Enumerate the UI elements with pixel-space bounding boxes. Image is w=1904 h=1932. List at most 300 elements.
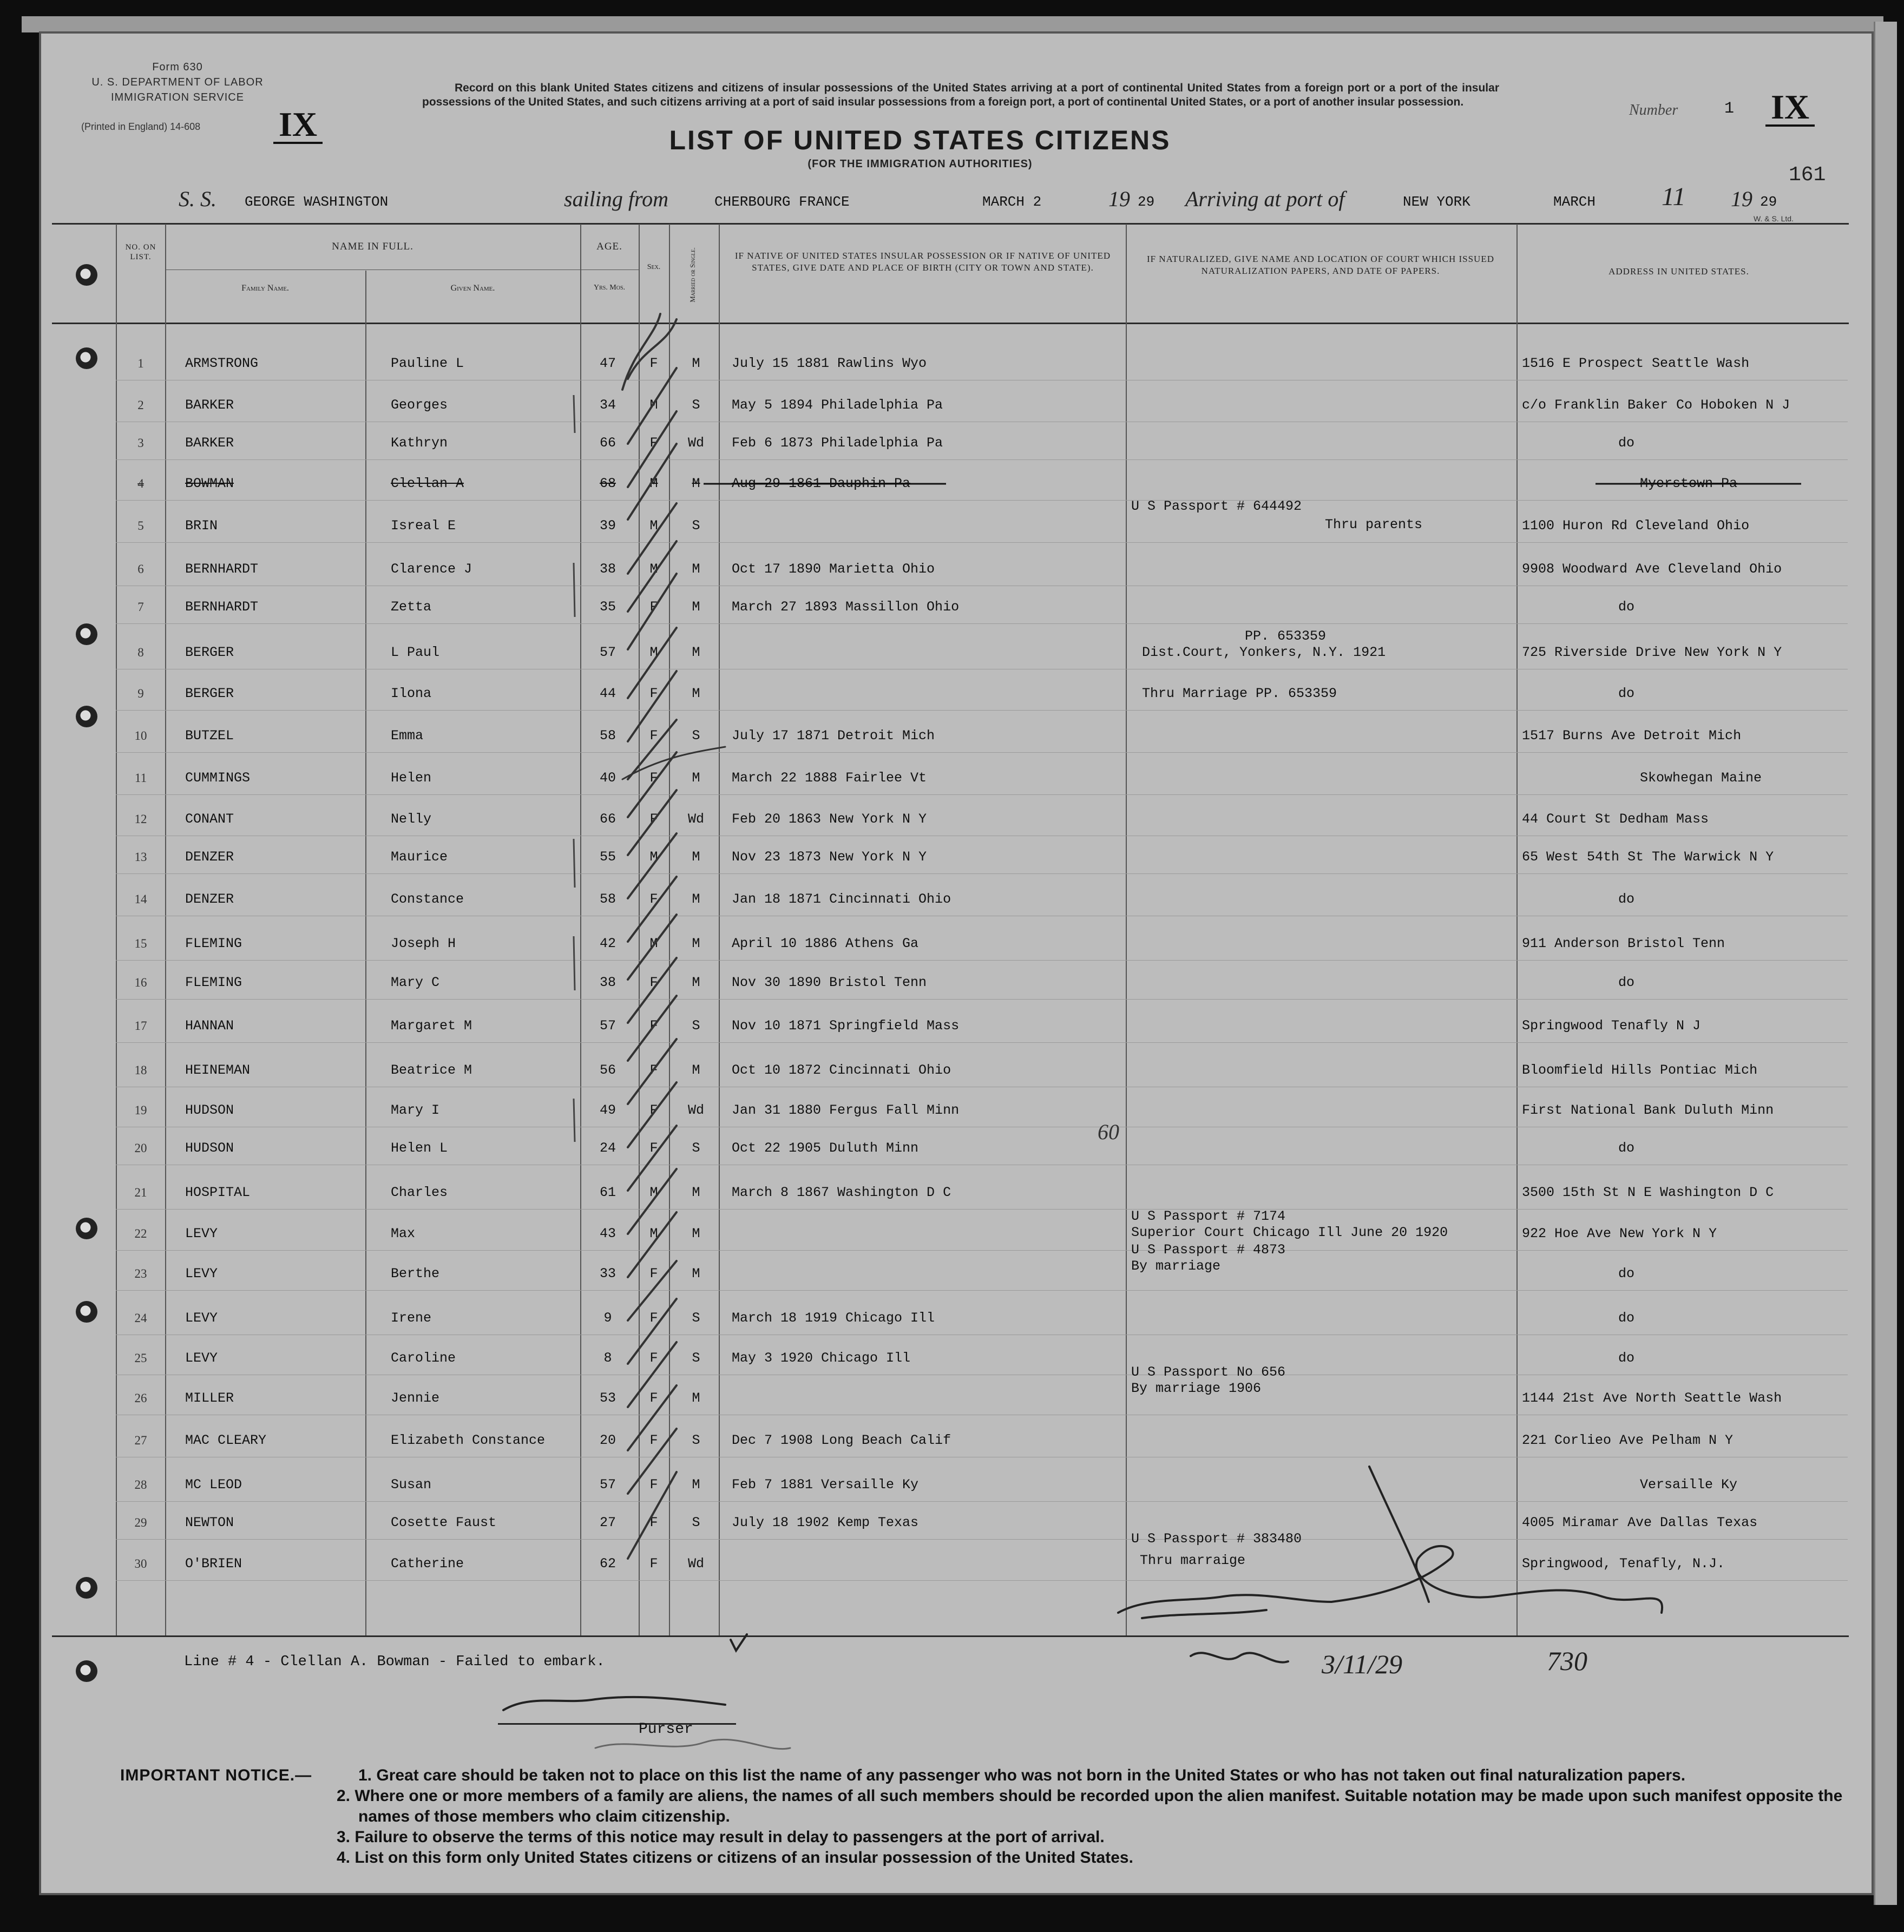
department: U. S. DEPARTMENT OF LABOR <box>91 76 264 88</box>
marital-status: S <box>692 728 700 744</box>
arriving-label: Arriving at port of <box>1185 187 1345 211</box>
naturalization-info: U S Passport # 4873 <box>1131 1242 1286 1258</box>
birth-date-place: March 18 1919 Chicago Ill <box>732 1310 935 1326</box>
ship-name: GEORGE WASHINGTON <box>245 194 389 210</box>
row-number: 10 <box>134 729 147 742</box>
age: 8 <box>603 1350 612 1366</box>
age: 66 <box>599 435 616 451</box>
row-number: 23 <box>134 1267 147 1280</box>
age: 35 <box>599 599 616 615</box>
notice-item: 1. Great care should be taken not to place on this list the name of any passenger who was not born in the United States or who has not taken out final naturalization papers. <box>358 1766 1686 1784</box>
sex: M <box>649 645 658 660</box>
row-number: 5 <box>137 519 144 533</box>
sex: F <box>649 1390 658 1406</box>
given-name: L Paul <box>391 645 440 660</box>
marital-status: M <box>692 599 700 615</box>
address: do <box>1618 975 1635 990</box>
row-number: 8 <box>137 646 144 659</box>
row-rule <box>116 710 1848 711</box>
manifest-sheet <box>39 31 1874 1895</box>
address: Versaille Ky <box>1640 1477 1738 1493</box>
given-name: Mary C <box>391 975 440 990</box>
notice-item: 4. List on this form only United States citizens or citizens of an insular possession of the United States. <box>337 1849 1133 1867</box>
family-name: CONANT <box>185 811 234 827</box>
naturalization-detail: Superior Court Chicago Ill June 20 1920 <box>1131 1225 1448 1240</box>
page-number: 161 <box>1789 163 1826 187</box>
col-header-naturalized: IF NATURALIZED, GIVE NAME AND LOCATION OF COURT WHICH ISSUED NATURALIZATION PAPERS, AND DATE OF PAPERS. <box>1146 254 1494 276</box>
marital-status: S <box>692 1018 700 1034</box>
arrive-day: 11 <box>1662 182 1686 211</box>
punch-hole <box>76 706 97 727</box>
sex: M <box>649 397 658 413</box>
from-port: CHERBOURG FRANCE <box>714 194 850 210</box>
row-rule <box>116 1290 1848 1291</box>
birth-date-place: Oct 10 1872 Cincinnati Ohio <box>732 1062 951 1078</box>
address: do <box>1618 599 1635 615</box>
under-page-edge-right <box>1874 22 1897 1905</box>
family-name: DENZER <box>185 891 234 907</box>
row-rule <box>116 1539 1848 1540</box>
to-port: NEW YORK <box>1403 194 1470 210</box>
sex: M <box>649 1185 658 1200</box>
form-identifier <box>86 60 270 105</box>
row-rule <box>116 459 1848 460</box>
row-number: 14 <box>134 892 147 906</box>
marital-status: S <box>692 1350 700 1366</box>
address: 65 West 54th St The Warwick N Y <box>1522 849 1774 865</box>
birth-date-place: July 17 1871 Detroit Mich <box>732 728 935 744</box>
row-number: 12 <box>134 812 147 826</box>
address: Myerstown Pa <box>1640 476 1738 491</box>
given-name: Mary I <box>391 1102 440 1118</box>
sex: M <box>649 518 658 534</box>
age: 62 <box>599 1556 616 1572</box>
notice-item: 3. Failure to observe the terms of this notice may result in delay to passengers at the port of arrival. <box>337 1828 1105 1846</box>
naturalization-info: U S Passport # 644492 <box>1131 498 1302 514</box>
row-number: 26 <box>134 1391 147 1405</box>
age: 55 <box>599 849 616 865</box>
family-name: BERNHARDT <box>185 561 259 577</box>
sex: M <box>649 1226 658 1241</box>
row-rule <box>116 1250 1848 1251</box>
given-name: Kathryn <box>391 435 448 451</box>
age: 42 <box>599 936 616 951</box>
row-number: 29 <box>134 1516 147 1529</box>
notice-item: 2. Where one or more members of a family are aliens, the names of all such members should be recorded upon the alien manifest. Suitable notation may be made upon such manifest opposite the names of those members who claim citizenship. <box>337 1787 1843 1825</box>
sex: F <box>649 1477 658 1493</box>
col-header-age: AGE. <box>596 241 622 252</box>
punch-hole <box>76 347 97 369</box>
given-name: Ilona <box>391 686 432 701</box>
given-name: Constance <box>391 891 464 907</box>
row-rule <box>116 794 1848 795</box>
family-name: NEWTON <box>185 1515 234 1530</box>
family-name: BARKER <box>185 397 234 413</box>
family-name: BARKER <box>185 435 234 451</box>
age: 20 <box>599 1432 616 1448</box>
family-name: O'BRIEN <box>185 1556 242 1572</box>
address: Skowhegan Maine <box>1640 770 1762 786</box>
given-name: Elizabeth Constance <box>391 1432 546 1448</box>
family-name: CUMMINGS <box>185 770 251 786</box>
age: 57 <box>599 1018 616 1034</box>
naturalization-info: PP. 653359 <box>1245 628 1327 644</box>
important-notice <box>120 1765 1852 1868</box>
arrive-year-suffix: 29 <box>1760 194 1777 210</box>
family-name: HUDSON <box>185 1102 234 1118</box>
birth-date-place: Nov 23 1873 New York N Y <box>732 849 927 865</box>
notice-lead: IMPORTANT NOTICE.— <box>120 1766 312 1784</box>
col-header-yrs-mos: Yrs. Mos. <box>593 284 626 292</box>
roman-numeral-right: IX <box>1765 90 1815 127</box>
row-rule <box>116 1501 1848 1502</box>
form-number: Form 630 <box>152 61 203 73</box>
roman-numeral-left: IX <box>273 107 323 144</box>
birth-date-place: Jan 31 1880 Fergus Fall Minn <box>732 1102 960 1118</box>
birth-date-place: Feb 20 1863 New York N Y <box>732 811 927 827</box>
family-name: BERGER <box>185 686 234 701</box>
marital-status: M <box>692 645 700 660</box>
family-name: LEVY <box>185 1226 218 1241</box>
birth-date-place: May 3 1920 Chicago Ill <box>732 1350 911 1366</box>
birth-date-place: Oct 17 1890 Marietta Ohio <box>732 561 935 577</box>
given-name: Beatrice M <box>391 1062 472 1078</box>
family-name: MILLER <box>185 1390 234 1406</box>
row-number: 28 <box>134 1478 147 1491</box>
col-header-name: NAME IN FULL. <box>332 241 413 252</box>
age: 9 <box>603 1310 612 1326</box>
sex: M <box>649 561 658 577</box>
punch-hole <box>76 1301 97 1323</box>
row-rule <box>116 1209 1848 1210</box>
address: do <box>1618 686 1635 701</box>
marital-status: M <box>692 849 700 865</box>
family-name: FLEMING <box>185 975 242 990</box>
sex: F <box>649 811 658 827</box>
family-name: BRIN <box>185 518 218 534</box>
given-name: Caroline <box>391 1350 456 1366</box>
marital-status: M <box>692 1185 700 1200</box>
col-header-married: Married or Single. <box>688 247 697 303</box>
sex: F <box>649 1102 658 1118</box>
row-rule <box>116 623 1848 624</box>
row-rule <box>116 1580 1848 1581</box>
marital-status: M <box>692 1226 700 1241</box>
printed-note: (Printed in England) 14-608 <box>81 121 201 132</box>
marital-status: M <box>692 1062 700 1078</box>
sex: F <box>649 1266 658 1282</box>
given-name: Berthe <box>391 1266 440 1282</box>
row-number: 7 <box>137 600 144 614</box>
printer-mark: W. & S. Ltd. <box>1754 214 1794 223</box>
marital-status: S <box>692 1515 700 1530</box>
birth-date-place: Feb 6 1873 Philadelphia Pa <box>732 435 943 451</box>
age: 53 <box>599 1390 616 1406</box>
age: 56 <box>599 1062 616 1078</box>
birth-date-place: March 8 1867 Washington D C <box>732 1185 951 1200</box>
number-value: 1 <box>1724 100 1735 118</box>
marital-status: M <box>692 561 700 577</box>
address: 9908 Woodward Ave Cleveland Ohio <box>1522 561 1782 577</box>
age: 61 <box>599 1185 616 1200</box>
marital-status: M <box>692 936 700 951</box>
row-number: 24 <box>134 1311 147 1325</box>
marital-status: S <box>692 397 700 413</box>
row-number: 4 <box>137 477 144 490</box>
ss-label: S. S. <box>179 187 216 211</box>
family-name: BERGER <box>185 645 234 660</box>
marital-status: S <box>692 518 700 534</box>
punch-hole <box>76 623 97 645</box>
given-name: Clarence J <box>391 561 472 577</box>
family-name: HEINEMAN <box>185 1062 251 1078</box>
row-number: 25 <box>134 1351 147 1365</box>
row-rule <box>116 1042 1848 1043</box>
purser-label: Purser <box>639 1721 693 1738</box>
address: 725 Riverside Drive New York N Y <box>1522 645 1782 660</box>
address: 1100 Huron Rd Cleveland Ohio <box>1522 518 1750 534</box>
address: do <box>1618 1266 1635 1282</box>
row-number: 17 <box>134 1019 147 1033</box>
naturalization-detail: By marriage 1906 <box>1131 1381 1262 1396</box>
given-name: Nelly <box>391 811 432 827</box>
family-name: LEVY <box>185 1310 218 1326</box>
sex: F <box>649 1310 658 1326</box>
sex: F <box>649 435 658 451</box>
row-number: 1 <box>137 357 144 370</box>
sail-year-prefix: 19 <box>1108 187 1130 211</box>
address: Bloomfield Hills Pontiac Mich <box>1522 1062 1758 1078</box>
arrive-year-prefix: 19 <box>1731 187 1752 211</box>
sex: F <box>649 356 658 371</box>
age: 49 <box>599 1102 616 1118</box>
given-name: Cosette Faust <box>391 1515 497 1530</box>
address: 911 Anderson Bristol Tenn <box>1522 936 1725 951</box>
col-divider <box>669 224 670 1635</box>
age: 57 <box>599 645 616 660</box>
row-number: 22 <box>134 1227 147 1240</box>
given-name: Georges <box>391 397 448 413</box>
address: 44 Court St Dedham Mass <box>1522 811 1709 827</box>
family-name: MAC CLEARY <box>185 1432 267 1448</box>
table-header-rule <box>52 323 1849 324</box>
address: 922 Hoe Ave New York N Y <box>1522 1226 1717 1241</box>
sex: F <box>649 728 658 744</box>
birth-date-place: April 10 1886 Athens Ga <box>732 936 919 951</box>
given-name: Zetta <box>391 599 432 615</box>
birth-date-place: Nov 30 1890 Bristol Tenn <box>732 975 927 990</box>
row-number: 3 <box>137 436 144 450</box>
sex: F <box>649 1062 658 1078</box>
marital-status: M <box>692 975 700 990</box>
birth-date-place: March 27 1893 Massillon Ohio <box>732 599 960 615</box>
given-name: Helen L <box>391 1140 448 1156</box>
sex: F <box>649 975 658 990</box>
birth-date-place: Feb 7 1881 Versaille Ky <box>732 1477 919 1493</box>
sail-date: MARCH 2 <box>982 194 1042 210</box>
col-header-address: ADDRESS IN UNITED STATES. <box>1608 266 1749 277</box>
number-label: Number <box>1629 102 1678 119</box>
row-number: 16 <box>134 976 147 989</box>
col-header-family: Family Name. <box>241 284 289 293</box>
col-divider <box>1126 224 1127 1635</box>
family-name: BUTZEL <box>185 728 234 744</box>
col-divider <box>365 271 366 1635</box>
address: 3500 15th St N E Washington D C <box>1522 1185 1774 1200</box>
given-name: Isreal E <box>391 518 456 534</box>
sex: F <box>649 599 658 615</box>
col-divider <box>1516 224 1518 1635</box>
family-name: BOWMAN <box>185 476 234 491</box>
row-rule <box>116 999 1848 1000</box>
sailing-from-label: sailing from <box>564 187 668 211</box>
marital-status: M <box>692 1266 700 1282</box>
row-rule <box>116 752 1848 753</box>
address: Springwood, Tenafly, N.J. <box>1522 1556 1725 1572</box>
given-name: Charles <box>391 1185 448 1200</box>
age: 27 <box>599 1515 616 1530</box>
naturalization-info: U S Passport No 656 <box>1131 1364 1286 1380</box>
naturalization-detail: Dist.Court, Yonkers, N.Y. 1921 <box>1142 645 1386 660</box>
birth-date-place: March 22 1888 Fairlee Vt <box>732 770 927 786</box>
given-name: Clellan A <box>391 476 464 491</box>
marital-status: Wd <box>687 435 704 451</box>
row-number: 21 <box>134 1186 147 1199</box>
family-name: HOSPITAL <box>185 1185 251 1200</box>
punch-hole <box>76 264 97 286</box>
marital-status: S <box>692 1310 700 1326</box>
row-number: 18 <box>134 1063 147 1077</box>
form-instructions: Record on this blank United States citizens and citizens of insular possessions of the United States arriving at a port of continental United States from a foreign port or a port of the insular possessions of the United States, and such citizens arriving at a port of said insular possessions from a foreign port, a port of continental United States, or a port of another insular possession. <box>422 82 1499 108</box>
address: do <box>1618 891 1635 907</box>
naturalization-info: Thru Marriage PP. 653359 <box>1142 686 1337 701</box>
table-bottom-rule <box>52 1635 1849 1637</box>
age: 33 <box>599 1266 616 1282</box>
naturalization-info: U S Passport # 7174 <box>1131 1208 1286 1224</box>
row-number: 9 <box>137 687 144 700</box>
table-top-rule <box>52 223 1849 225</box>
sex: F <box>649 1350 658 1366</box>
row-number: 19 <box>134 1103 147 1117</box>
col-divider <box>719 224 720 1635</box>
age: 38 <box>599 561 616 577</box>
address: 4005 Miramar Ave Dallas Texas <box>1522 1515 1758 1530</box>
row-rule <box>116 542 1848 543</box>
birth-date-place: July 18 1902 Kemp Texas <box>732 1515 919 1530</box>
marital-status: Wd <box>687 1102 704 1118</box>
row-number: 30 <box>134 1557 147 1570</box>
naturalization-detail: By marriage <box>1131 1258 1221 1274</box>
birth-date-place: Oct 22 1905 Duluth Minn <box>732 1140 919 1156</box>
family-name: BERNHARDT <box>185 599 259 615</box>
birth-date-place: July 15 1881 Rawlins Wyo <box>732 356 927 371</box>
family-name: MC LEOD <box>185 1477 242 1493</box>
address: Springwood Tenafly N J <box>1522 1018 1701 1034</box>
marital-status: Wd <box>687 1556 704 1572</box>
naturalization-detail: Thru parents <box>1325 517 1423 533</box>
form-title: LIST OF UNITED STATES CITIZENS <box>669 125 1171 155</box>
row-number: 20 <box>134 1141 147 1155</box>
margin-annotation: 60 <box>1098 1120 1119 1144</box>
given-name: Susan <box>391 1477 432 1493</box>
age: 66 <box>599 811 616 827</box>
sex: M <box>649 476 658 491</box>
given-name: Irene <box>391 1310 432 1326</box>
family-name: LEVY <box>185 1266 218 1282</box>
given-name: Helen <box>391 770 432 786</box>
row-rule <box>116 500 1848 501</box>
family-name: ARMSTRONG <box>185 356 259 371</box>
address: c/o Franklin Baker Co Hoboken N J <box>1522 397 1790 413</box>
col-header-no: NO. ON LIST. <box>125 243 156 261</box>
punch-hole <box>76 1218 97 1239</box>
family-name: DENZER <box>185 849 234 865</box>
age: 44 <box>599 686 616 701</box>
marital-status: M <box>692 1477 700 1493</box>
family-name: FLEMING <box>185 936 242 951</box>
sex: F <box>649 686 658 701</box>
given-name: Pauline L <box>391 356 464 371</box>
age: 34 <box>599 397 616 413</box>
punch-hole <box>76 1577 97 1599</box>
birth-date-place: Nov 10 1871 Springfield Mass <box>732 1018 960 1034</box>
sex: F <box>649 1515 658 1530</box>
row-number: 2 <box>137 398 144 412</box>
sex: F <box>649 1140 658 1156</box>
address: do <box>1618 1350 1635 1366</box>
col-header-sex: Sex. <box>647 263 661 271</box>
naturalization-detail: Thru marraige <box>1140 1553 1246 1568</box>
row-rule <box>116 873 1848 874</box>
sex: F <box>649 1556 658 1572</box>
age: 68 <box>599 476 616 491</box>
sex: F <box>649 1018 658 1034</box>
sex: F <box>649 770 658 786</box>
sex: M <box>649 849 658 865</box>
age: 43 <box>599 1226 616 1241</box>
inspector-date: 3/11/29 <box>1322 1649 1403 1679</box>
address: 1517 Burns Ave Detroit Mich <box>1522 728 1742 744</box>
family-name: HUDSON <box>185 1140 234 1156</box>
inspector-time: 730 <box>1547 1646 1587 1676</box>
age: 57 <box>599 1477 616 1493</box>
marital-status: M <box>692 891 700 907</box>
punch-hole <box>76 1660 97 1682</box>
sex: F <box>649 891 658 907</box>
given-name: Jennie <box>391 1390 440 1406</box>
footnote-failed-to-embark: Line # 4 - Clellan A. Bowman - Failed to embark. <box>184 1654 605 1670</box>
marital-status: Wd <box>687 811 704 827</box>
col-header-birth: IF NATIVE OF UNITED STATES INSULAR POSSESSION OR IF NATIVE OF UNITED STATES, GIVE DATE AND PLACE OF BIRTH (CITY OR TOWN AND STATE). <box>734 251 1111 273</box>
age: 47 <box>599 356 616 371</box>
address: First National Bank Duluth Minn <box>1522 1102 1774 1118</box>
age: 24 <box>599 1140 616 1156</box>
given-name: Maurice <box>391 849 448 865</box>
col-divider <box>580 224 581 1635</box>
marital-status: M <box>692 356 700 371</box>
naturalization-info: U S Passport # 383480 <box>1131 1531 1302 1547</box>
birth-date-place: Dec 7 1908 Long Beach Calif <box>732 1432 951 1448</box>
row-number: 13 <box>134 850 147 864</box>
given-name: Margaret M <box>391 1018 472 1034</box>
birth-date-place: Aug 29 1861 Dauphin Pa <box>732 476 911 491</box>
row-number: 6 <box>137 562 144 576</box>
sail-year-suffix: 29 <box>1138 194 1155 210</box>
row-number: 11 <box>134 771 147 785</box>
age: 58 <box>599 891 616 907</box>
form-subtitle: (FOR THE IMMIGRATION AUTHORITIES) <box>807 158 1033 170</box>
sex: M <box>649 936 658 951</box>
